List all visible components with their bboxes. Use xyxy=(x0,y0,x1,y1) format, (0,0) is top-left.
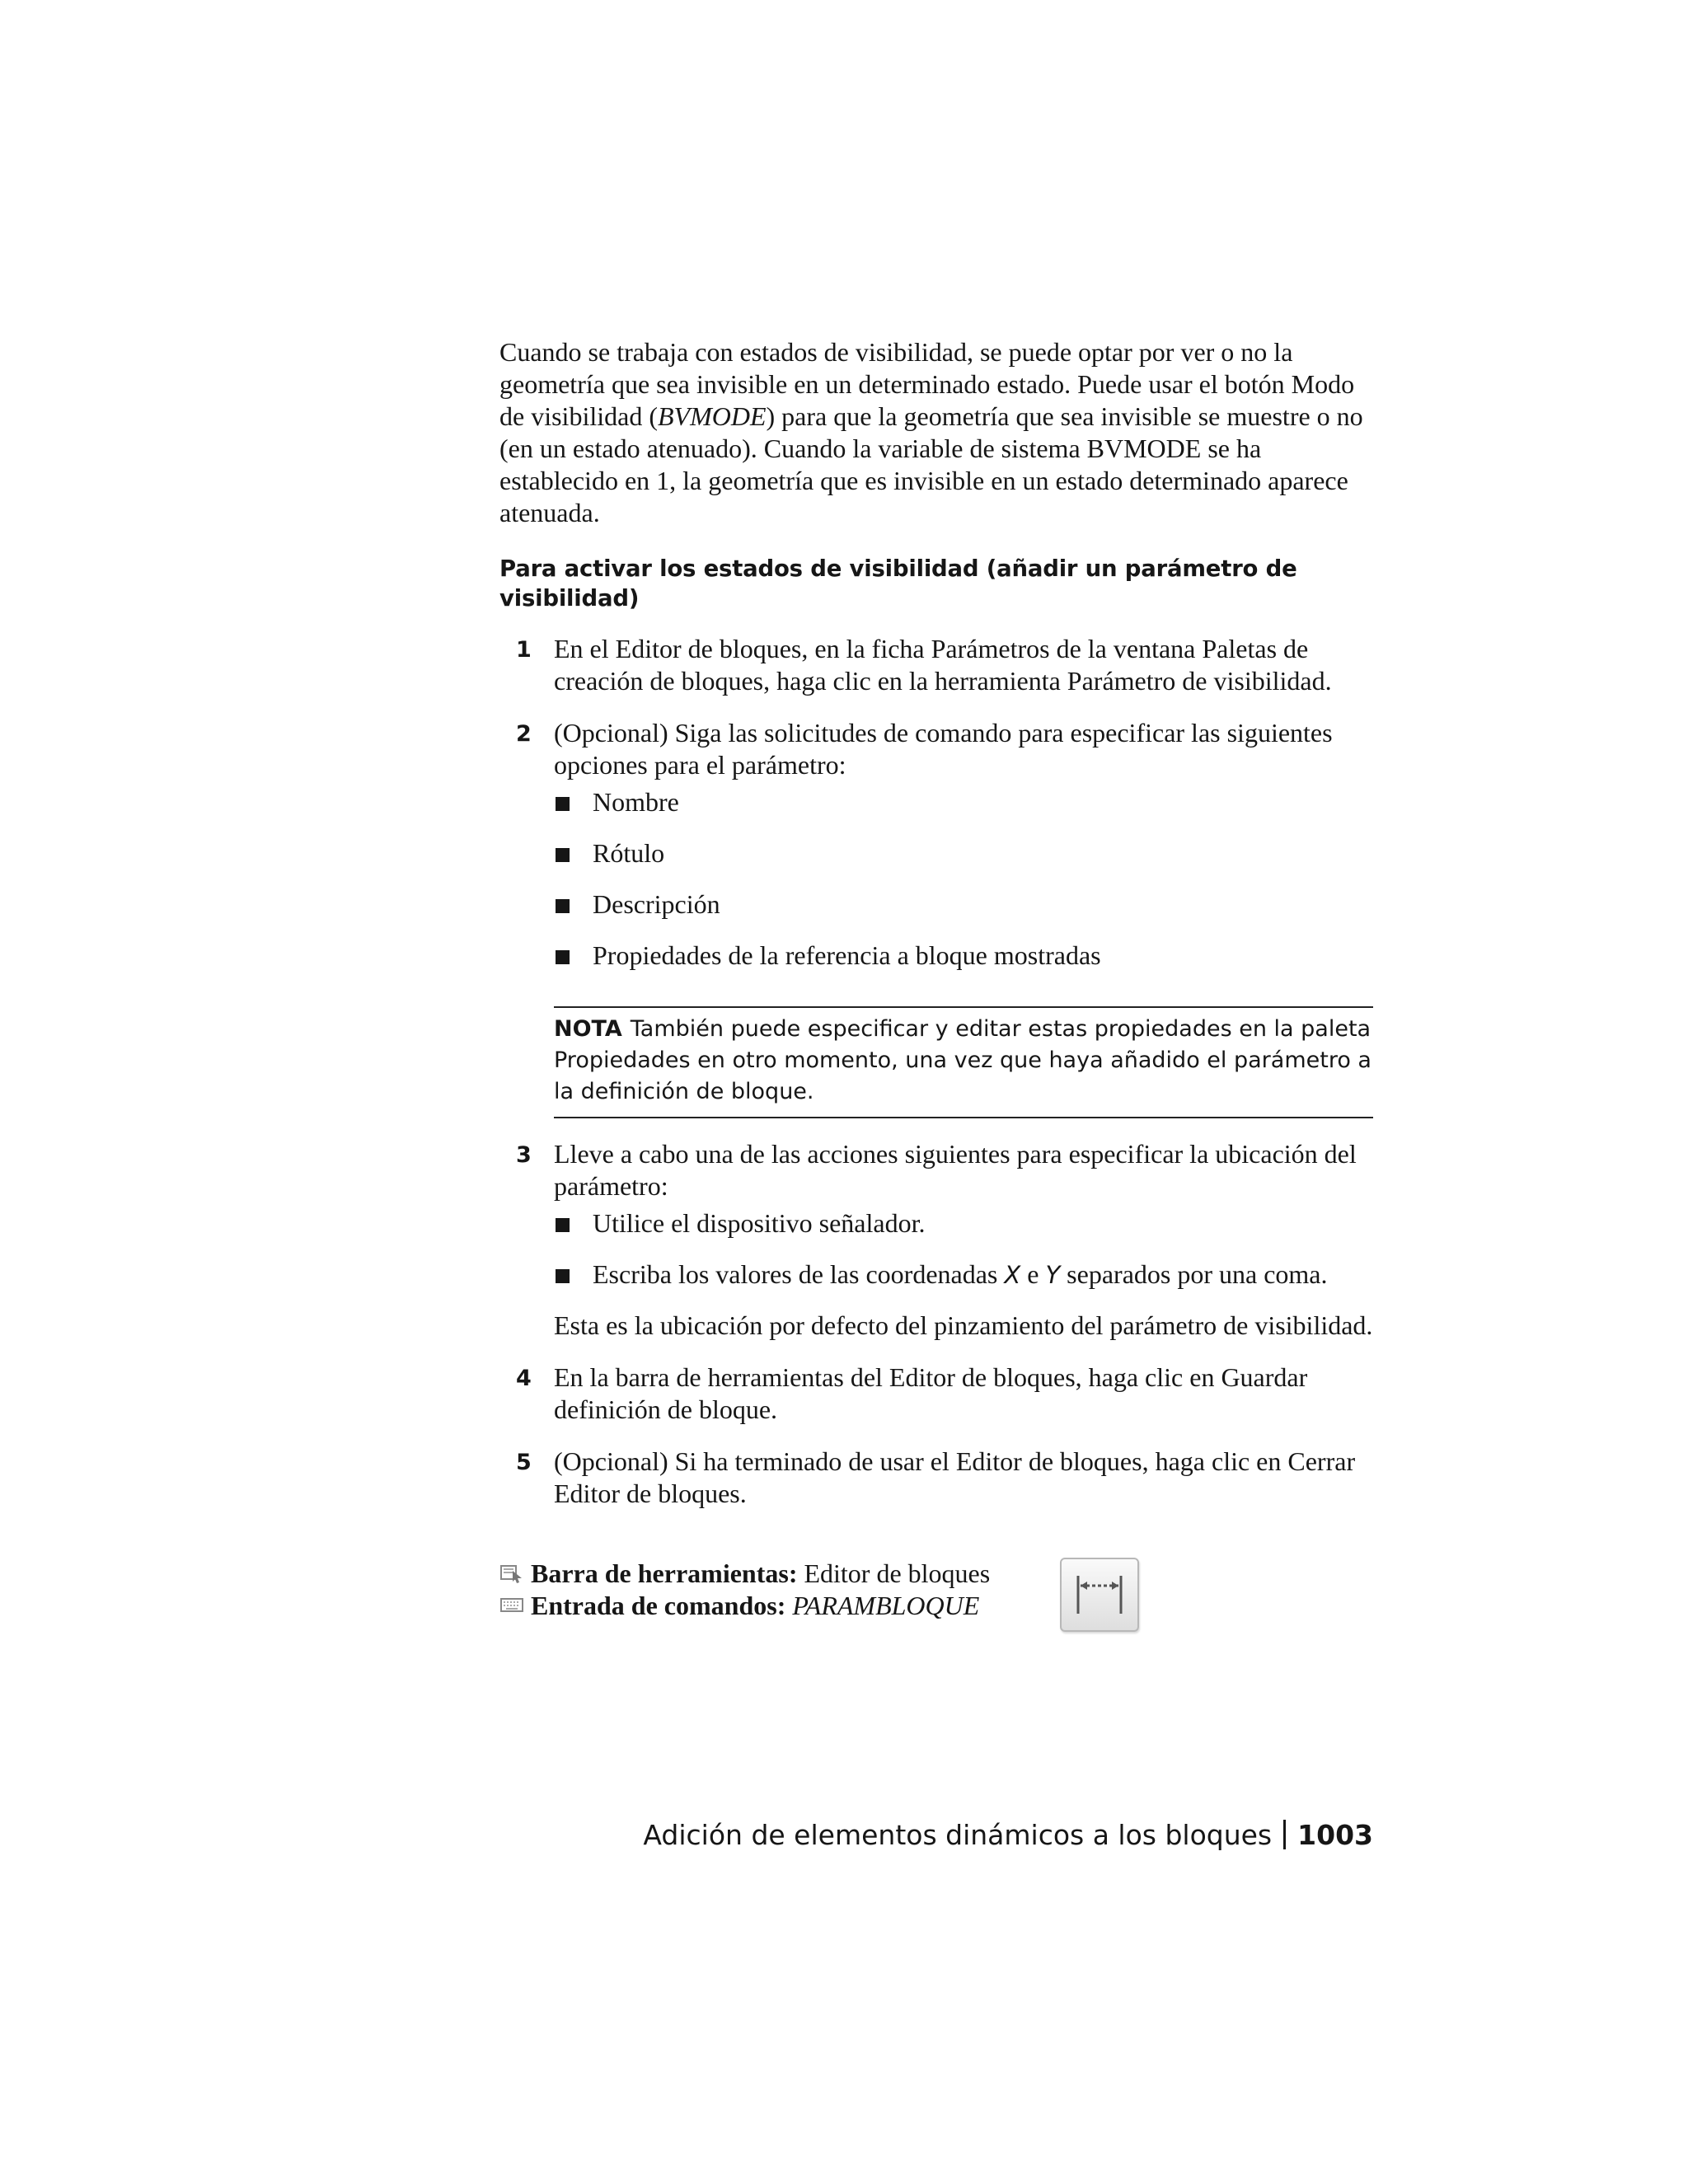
bullet-text: Propiedades de la referencia a bloque mostradas xyxy=(593,940,1101,970)
step-text: En la barra de herramientas del Editor de bloques, haga clic en Guardar definición de bloque. xyxy=(554,1362,1308,1424)
page-content xyxy=(499,336,1373,1530)
step-text: (Opcional) Si ha terminado de usar el Editor de bloques, haga clic en Cerrar Editor de bloques. xyxy=(554,1446,1356,1508)
note-box xyxy=(554,1006,1373,1118)
step-number: 5 xyxy=(516,1450,532,1475)
list-item xyxy=(554,786,1373,818)
intro-text-start: Cuando se trabaja con estados de visibilidad, se puede optar por ver o no la geometría que sea invisible en un determinado estado. Puede usar el botón Modo de visibilidad ( xyxy=(499,337,1355,431)
procedure-title: Para activar los estados de visibilidad (añadir un parámetro de visibilidad) xyxy=(499,555,1297,612)
step-number: 1 xyxy=(516,637,532,663)
step-text: En el Editor de bloques, en la ficha Parámetros de la ventana Paletas de creación de bloques, haga clic en la herramienta Parámetro de visibilidad. xyxy=(554,634,1332,696)
step-4 xyxy=(499,1361,1373,1426)
bullet-text: Escriba los valores de las coordenadas xyxy=(593,1259,1005,1289)
toolbar-reference xyxy=(499,1558,1159,1590)
bullet-square-icon xyxy=(556,899,570,913)
option-list xyxy=(554,786,1373,972)
bullet-square-icon xyxy=(556,1218,570,1232)
bullet-text: Descripción xyxy=(593,889,720,919)
bullet-square-icon xyxy=(556,797,570,811)
command-value: PARAMBLOQUE xyxy=(792,1591,980,1620)
note-text: También puede especificar y editar estas propiedades en la paleta Propiedades en otro momento, una vez que haya añadido el parámetro a la definición de bloque. xyxy=(554,1016,1372,1104)
step-1 xyxy=(499,633,1373,697)
toolbar-value: Editor de bloques xyxy=(804,1558,991,1588)
option-list xyxy=(554,1207,1373,1291)
step-text: Lleve a cabo una de las acciones siguientes para especificar la ubicación del parámetro: xyxy=(554,1139,1357,1201)
bullet-square-icon xyxy=(556,1269,570,1283)
intro-text-end: ) para que la geometría que sea invisible se muestre o no (en un estado atenuado). Cuando la variable de sistema BVMODE se ha establecido en 1, la geometría que es invisible en un estado determinado aparece atenuada. xyxy=(499,401,1363,527)
bullet-text: Utilice el dispositivo señalador. xyxy=(593,1208,926,1238)
list-item xyxy=(554,940,1373,972)
list-item xyxy=(554,837,1373,869)
page-footer xyxy=(643,1817,1373,1854)
bullet-text-end: separados por una coma. xyxy=(1060,1259,1328,1289)
toolbar-icon xyxy=(499,1563,524,1584)
intro-paragraph xyxy=(499,336,1373,529)
bullet-square-icon xyxy=(556,848,570,862)
intro-command-name: BVMODE xyxy=(657,401,767,431)
step-text: (Opcional) Siga las solicitudes de comando para especificar las siguientes opciones para el parámetro: xyxy=(554,718,1333,780)
steps-list xyxy=(499,633,1373,1510)
keyboard-icon xyxy=(499,1595,524,1616)
list-item xyxy=(554,1258,1373,1291)
command-references xyxy=(499,1558,1159,1622)
coord-x: X xyxy=(1004,1261,1021,1289)
page-number: 1003 xyxy=(1297,1819,1373,1851)
step-3 xyxy=(499,1138,1373,1342)
footer-section-title: Adición de elementos dinámicos a los bloques xyxy=(643,1819,1273,1851)
step-5 xyxy=(499,1446,1373,1510)
command-reference xyxy=(499,1590,1159,1622)
step-followup-text: Esta es la ubicación por defecto del pinzamiento del parámetro de visibilidad. xyxy=(554,1310,1373,1340)
step-number: 3 xyxy=(516,1142,532,1168)
bullet-text: Nombre xyxy=(593,787,679,817)
bullet-square-icon xyxy=(556,950,570,964)
footer-separator xyxy=(1283,1820,1286,1849)
note-label: NOTA xyxy=(554,1016,622,1042)
step-number: 2 xyxy=(516,721,532,747)
list-item xyxy=(554,1207,1373,1240)
step-2 xyxy=(499,717,1373,1118)
bullet-text: Rótulo xyxy=(593,838,665,868)
coord-y: Y xyxy=(1045,1261,1061,1289)
toolbar-label: Barra de herramientas: xyxy=(531,1558,798,1588)
bullet-text-join: e xyxy=(1020,1259,1046,1289)
command-label: Entrada de comandos: xyxy=(531,1591,786,1620)
step-number: 4 xyxy=(516,1366,532,1391)
list-item xyxy=(554,888,1373,921)
